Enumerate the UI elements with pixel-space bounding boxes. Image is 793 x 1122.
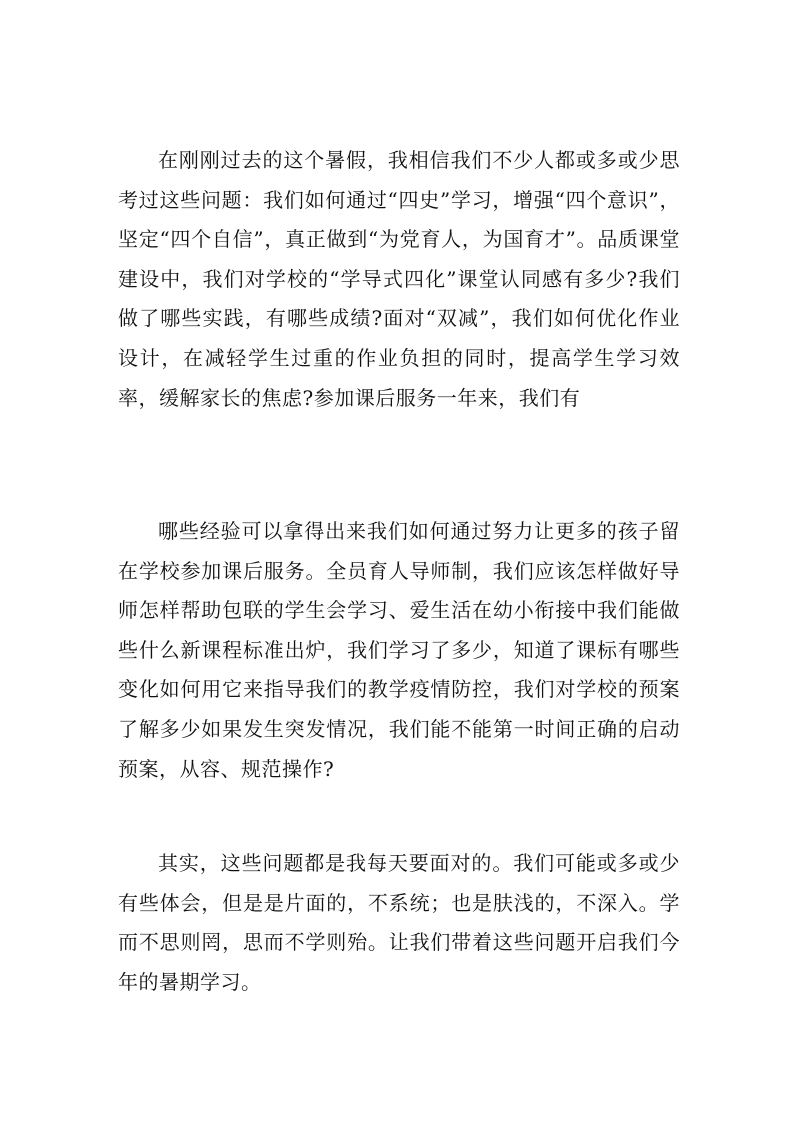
- paragraph-2: 哪些经验可以拿得出来我们如何通过努力让更多的孩子留在学校参加课后服务。全员育人导师制，我们应该怎样做好导师怎样帮助包联的学生会学习、爱生活在幼小衔接中我们能做些什么新课程标准出炉，我们学习了多少，知道了课标有哪些变化如何用它来指导我们的教学疫情防控，我们对学校的预案了解多少如果发生突发情况，我们能不能第一时间正确的启动预案，从容、规范操作?: [118, 519, 680, 781]
- paragraph-3: 其实，这些问题都是我每天要面对的。我们可能或多或少有些体会，但是是片面的，不系统；也是肤浅的，不深入。学而不思则罔，思而不学则殆。让我们带着这些问题开启我们今年的暑期学习。: [118, 851, 680, 994]
- paragraph-1: 在刚刚过去的这个暑假，我相信我们不少人都或多或少思考过这些问题：我们如何通过“四史”学习，增强“四个意识”，坚定“四个自信”，真正做到“为党育人，为国育才”。品质课堂建设中，我们对学校的“学导式四化”课堂认同感有多少?我们做了哪些实践，有哪些成绩?面对“双减”，我们如何优化作业设计，在减轻学生过重的作业负担的同时，提高学生学习效率，缓解家长的焦虑?参加课后服务一年来，我们有: [118, 148, 680, 410]
